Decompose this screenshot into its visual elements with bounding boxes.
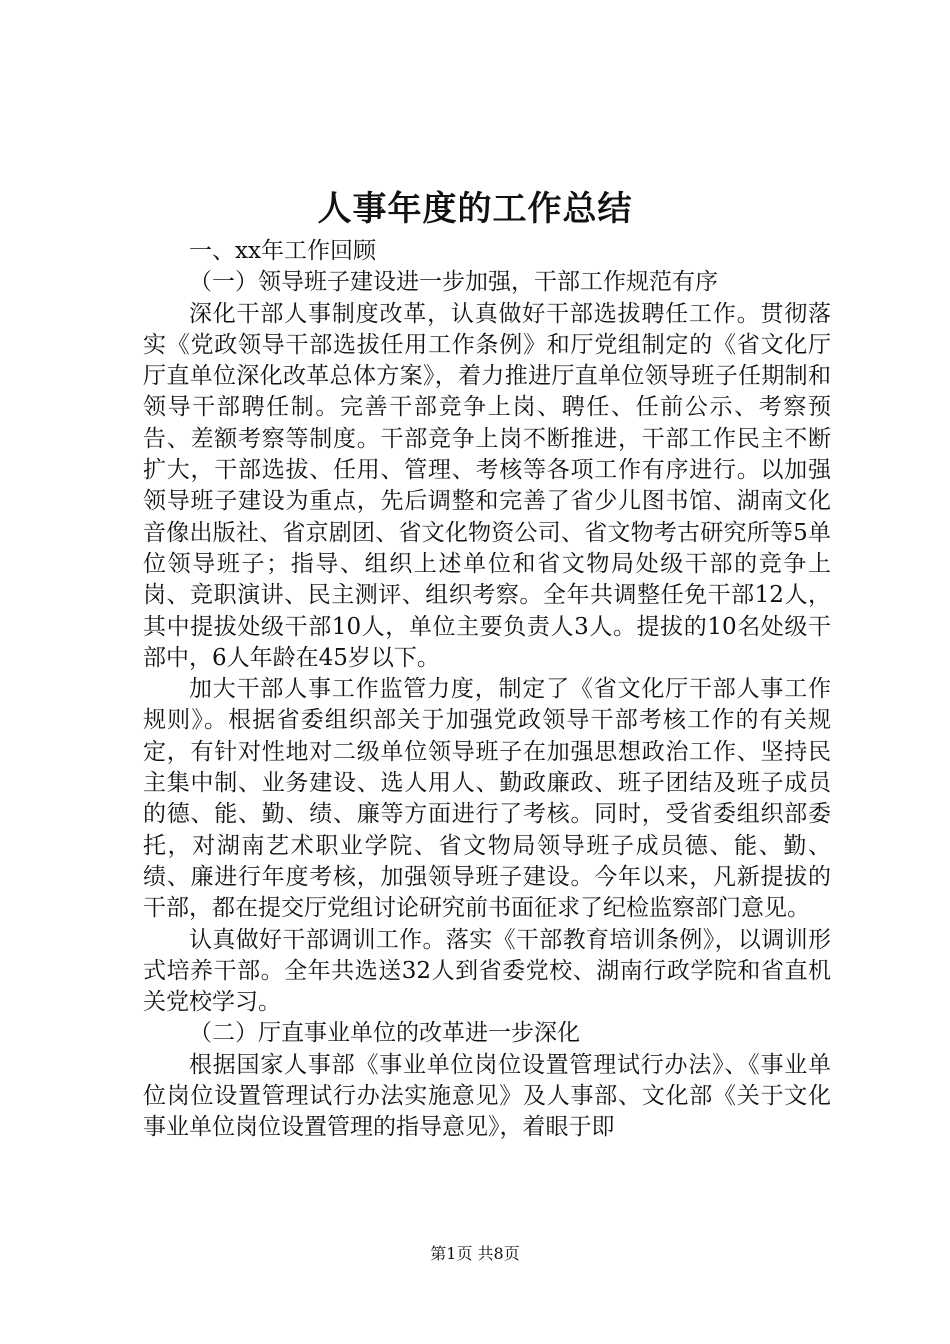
subsection-heading-institution-reform: （二）厅直事业单位的改革进一步深化 <box>189 1020 580 1047</box>
paragraph-cadre-reform: 深化干部人事制度改革，认真做好干部选拔聘任工作。贯彻落实《党政领导干部选拔任用工作条例》和厅党组制定的《省文化厅厅直单位深化改革总体方案》，着力推进厅直单位领导班子任期制和领导干部聘任制。完善干部竞争上岗、聘任、任前公示、考察预告、差额考察等制度。干部竞争上岗不断推进，干部工作民主不断扩大，干部选拔、任用、管理、考核等各项工作有序进行。以加强领导班子建设为重点，先后调整和完善了省少儿图书馆、湖南文化音像出版社、省京剧团、省文化物资公司、省文物考古研究所等5单位领导班子；指导、组织上述单位和省文物局处级干部的竞争上岗、竞职演讲、民主测评、组织考察。全年共调整任免干部12人，其中提拔处级干部10人，单位主要负责人3人。提拔的10名处级干部中，6人年龄在45岁以下。 <box>143 300 831 671</box>
paragraph-training: 认真做好干部调训工作。落实《干部教育培训条例》，以调训形式培养干部。全年共选送32人到省委党校、湖南行政学院和省直机关党校学习。 <box>143 926 831 1016</box>
document-title: 人事年度的工作总结 <box>317 189 633 229</box>
subsection-heading-leadership: （一）领导班子建设进一步加强，干部工作规范有序 <box>189 269 718 296</box>
document-body <box>143 236 831 1144</box>
page-number-footer: 第1页 共8页 <box>430 1244 520 1263</box>
paragraph-supervision: 加大干部人事工作监管力度，制定了《省文化厅干部人事工作规则》。根据省委组织部关于加强党政领导干部考核工作的有关规定，有针对性地对二级单位领导班子在加强思想政治工作、坚持民主集中制、业务建设、选人用人、勤政廉政、班子团结及班子成员的德、能、勤、绩、廉等方面进行了考核。同时，受省委组织部委托，对湖南艺术职业学院、省文物局领导班子成员德、能、勤、绩、廉进行年度考核，加强领导班子建设。今年以来，凡新提拔的干部，都在提交厅党组讨论研究前书面征求了纪检监察部门意见。 <box>143 676 831 922</box>
paragraph-post-setting: 根据国家人事部《事业单位岗位设置管理试行办法》、《事业单位岗位设置管理试行办法实施意见》及人事部、文化部《关于文化事业单位岗位设置管理的指导意见》，着眼于即 <box>143 1051 831 1141</box>
section-heading-review: 一、xx年工作回顾 <box>189 238 376 264</box>
